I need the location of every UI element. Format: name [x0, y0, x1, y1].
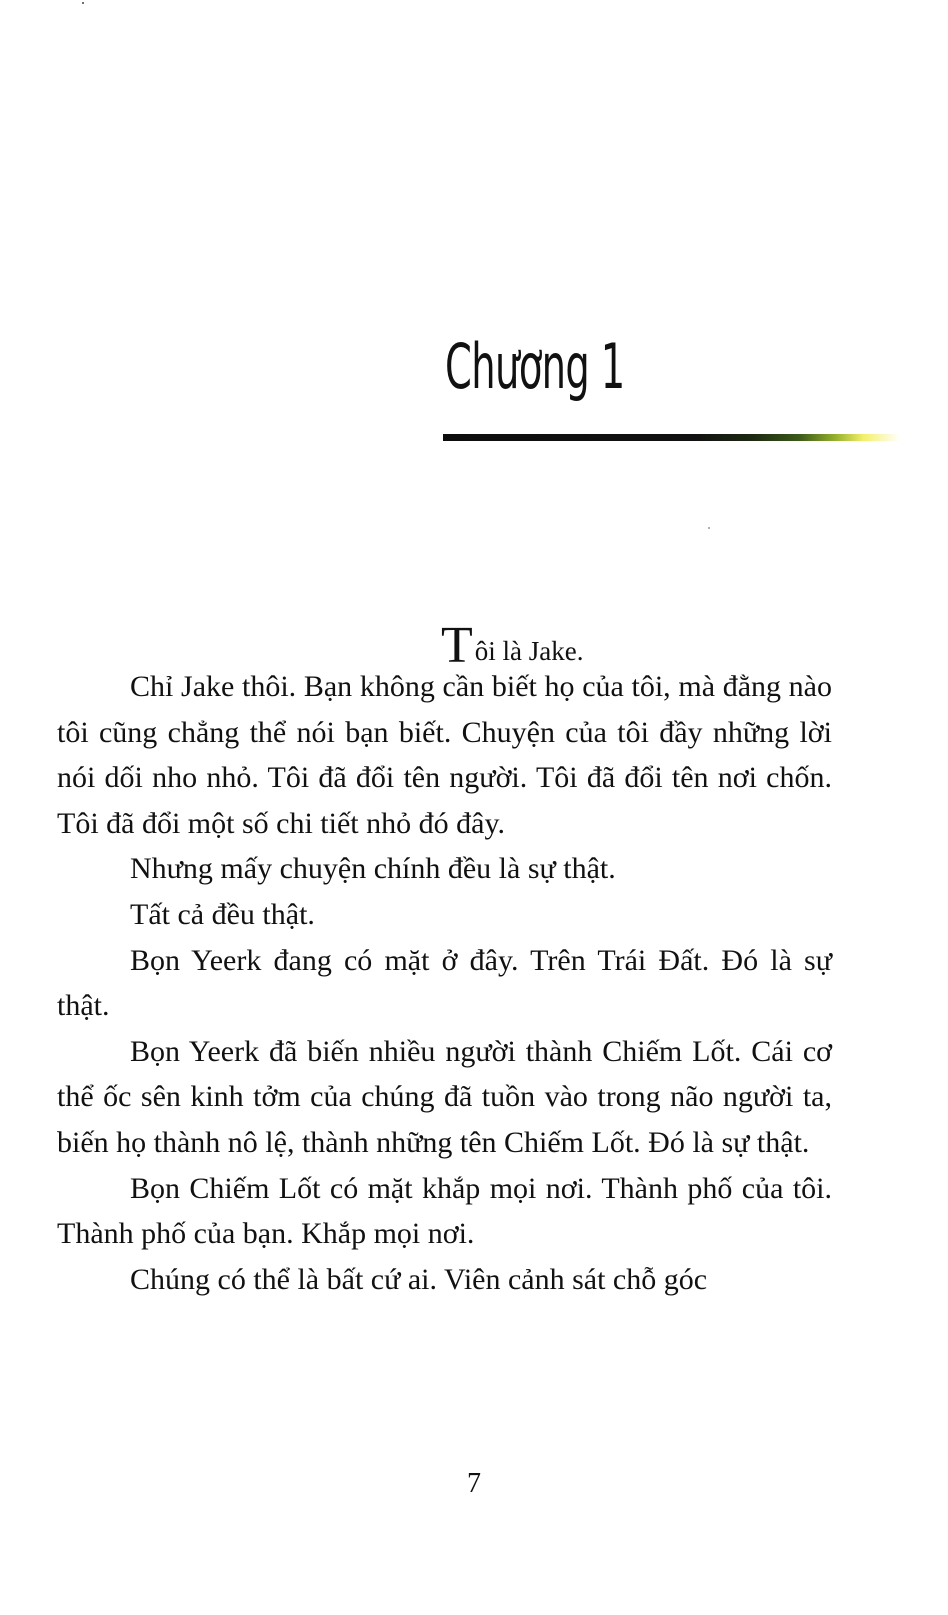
- opening-line: [57, 617, 832, 674]
- drop-cap: T: [441, 617, 473, 674]
- paragraph: Chỉ Jake thôi. Bạn không cần biết họ của tôi, mà đằng nào tôi cũng chẳng thể nói bạn biết. Chuyện của tôi đầy những lời nói dối nho nhỏ. Tôi đã đổi tên người. Tôi đã đổi tên nơi chốn. Tôi đã đổi một số chi tiết nhỏ đó đây.: [57, 670, 832, 840]
- paragraph: Bọn Yeerk đang có mặt ở đây. Trên Trái Đất. Đó là sự thật.: [57, 943, 832, 1023]
- chapter-title: Chương 1: [445, 330, 625, 403]
- paragraph: Nhưng mấy chuyện chính đều là sự thật.: [130, 852, 616, 886]
- body-text: [57, 618, 832, 1302]
- opening-text: ôi là Jake.: [474, 636, 584, 666]
- chapter-rule: [443, 434, 900, 441]
- paragraph: Bọn Chiếm Lốt có mặt khắp mọi nơi. Thành phố của tôi. Thành phố của bạn. Khắp mọi nơi.: [57, 1171, 832, 1251]
- paragraph: Tất cả đều thật.: [130, 897, 315, 931]
- page-number: 7: [467, 1468, 481, 1499]
- scan-speck: [82, 2, 84, 4]
- paragraph: Bọn Yeerk đã biến nhiều người thành Chiếm Lốt. Cái cơ thể ốc sên kinh tởm của chúng đã tuồn vào trong não người ta, biến họ thành nô lệ, thành những tên Chiếm Lốt. Đó là sự thật.: [57, 1034, 832, 1159]
- paragraph: Chúng có thể là bất cứ ai. Viên cảnh sát chỗ góc: [130, 1262, 708, 1296]
- scan-speck: [708, 527, 710, 529]
